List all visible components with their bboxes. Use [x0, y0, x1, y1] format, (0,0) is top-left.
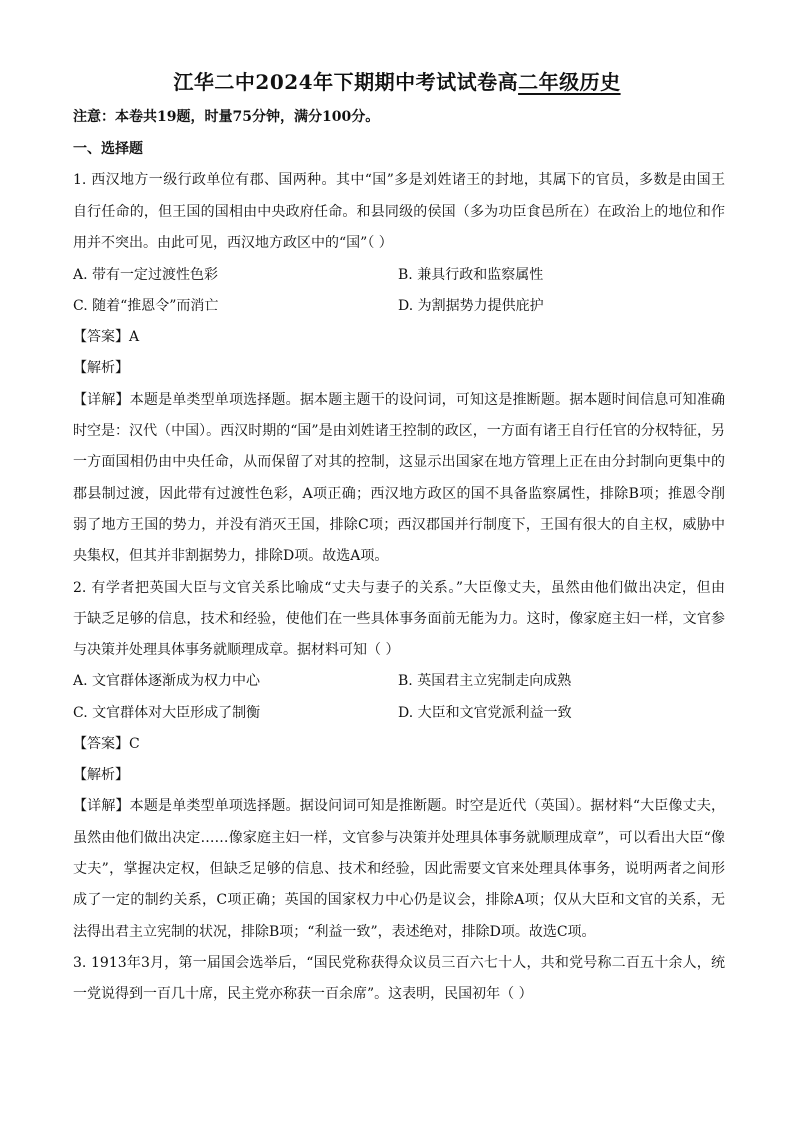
q3-stem-line: 3. 1913年3月，第一届国会选举后，“国民党称获得众议员三百六七十人，共和党号称二百五十余人，统	[73, 955, 725, 971]
q1-detail-line: 时空是：汉代（中国）。西汉时期的“国”是由刘姓诸王控制的政区，一方面有诸王自行任官的分权特征，另	[73, 423, 725, 439]
q2-stem-line: 2. 有学者把英国大臣与文官关系比喻成“丈夫与妻子的关系。”大臣像丈夫，虽然由他们做出决定，但由	[73, 580, 725, 596]
title-underlined: 二年级历史	[518, 70, 621, 94]
q2-detail-line: 成了一定的制约关系，C项正确；英国的国家权力中心仍是议会，排除A项；仅从大臣和文官的关系，无	[73, 892, 725, 908]
q1-option-b: B. 兼具行政和监察属性	[398, 267, 544, 283]
q1-stem-line: 自行任命的，但王国的国相由中央政府任命。和县同级的侯国（多为功臣食邑所在）在政治上的地位和作	[73, 204, 725, 220]
page-title	[0, 66, 794, 98]
q2-detail-line: 法得出君主立宪制的状况，排除B项；“利益一致”，表述绝对，排除D项。故选C项。	[73, 924, 596, 940]
section-heading: 一、选择题	[73, 141, 143, 157]
q1-detail-line: 央集权，但其并非割据势力，排除D项。故选A项。	[73, 548, 389, 564]
q2-option-c: C. 文官群体对大臣形成了制衡	[73, 705, 261, 721]
q2-option-d: D. 大臣和文官党派利益一致	[398, 705, 572, 721]
q1-option-c: C. 随着“推恩令”而消亡	[73, 298, 219, 314]
q2-analysis-label: 【解析】	[73, 767, 129, 783]
q2-stem-line: 与决策并处理具体事务就顺理成章。据材料可知（ ）	[73, 642, 400, 658]
q1-detail-line: 【详解】本题是单类型单项选择题。据本题主题干的设问词，可知这是推断题。据本题时间信息可知准确	[73, 392, 725, 408]
q3-stem-line: 一党说得到一百几十席，民主党亦称获一百余席”。这表明，民国初年（ ）	[73, 986, 533, 1002]
q1-detail-line: 一方面国相仍由中央任命，从而保留了对其的控制，这显示出国家在地方管理上正在由分封制向更集中的	[73, 454, 725, 470]
q2-option-b: B. 英国君主立宪制走向成熟	[398, 673, 572, 689]
q1-detail-line: 郡县制过渡，因此带有过渡性色彩，A项正确；西汉地方政区的国不具备监察属性，排除B项；推恩令削	[73, 486, 725, 502]
q2-stem-line: 于缺乏足够的信息，技术和经验，使他们在一些具体事务面前无能为力。这时，像家庭主妇一样，文官参	[73, 611, 725, 627]
q1-analysis-label: 【解析】	[73, 360, 129, 376]
exam-notice: 注意：本卷共19题，时量75分钟，满分100分。	[73, 109, 380, 125]
q2-option-a: A. 文官群体逐渐成为权力中心	[73, 673, 261, 689]
q1-answer: 【答案】A	[73, 329, 140, 345]
q2-answer: 【答案】C	[73, 736, 140, 752]
q2-detail-line: 虽然由他们做出决定……像家庭主妇一样，文官参与决策并处理具体事务就顺理成章”，可以看出大臣“像	[73, 830, 725, 846]
title-main: 江华二中2024年下期期中考试试卷高	[173, 70, 519, 94]
q1-option-a: A. 带有一定过渡性色彩	[73, 267, 219, 283]
q1-option-d: D. 为割据势力提供庇护	[398, 298, 544, 314]
q2-detail-line: 【详解】本题是单类型单项选择题。据设问词可知是推断题。时空是近代（英国）。据材料“大臣像丈夫，	[73, 798, 725, 814]
q2-detail-line: 丈夫”，掌握决定权，但缺乏足够的信息、技术和经验，因此需要文官来处理具体事务，说明两者之间形	[73, 861, 725, 877]
q1-stem-line: 1. 西汉地方一级行政单位有郡、国两种。其中“国”多是刘姓诸王的封地，其属下的官员，多数是由国王	[73, 172, 725, 188]
q1-detail-line: 弱了地方王国的势力，并没有消灭王国，排除C项；西汉郡国并行制度下，王国有很大的自主权，威胁中	[73, 517, 725, 533]
q1-stem-line: 用并不突出。由此可见，西汉地方政区中的“国”（ ）	[73, 235, 393, 251]
